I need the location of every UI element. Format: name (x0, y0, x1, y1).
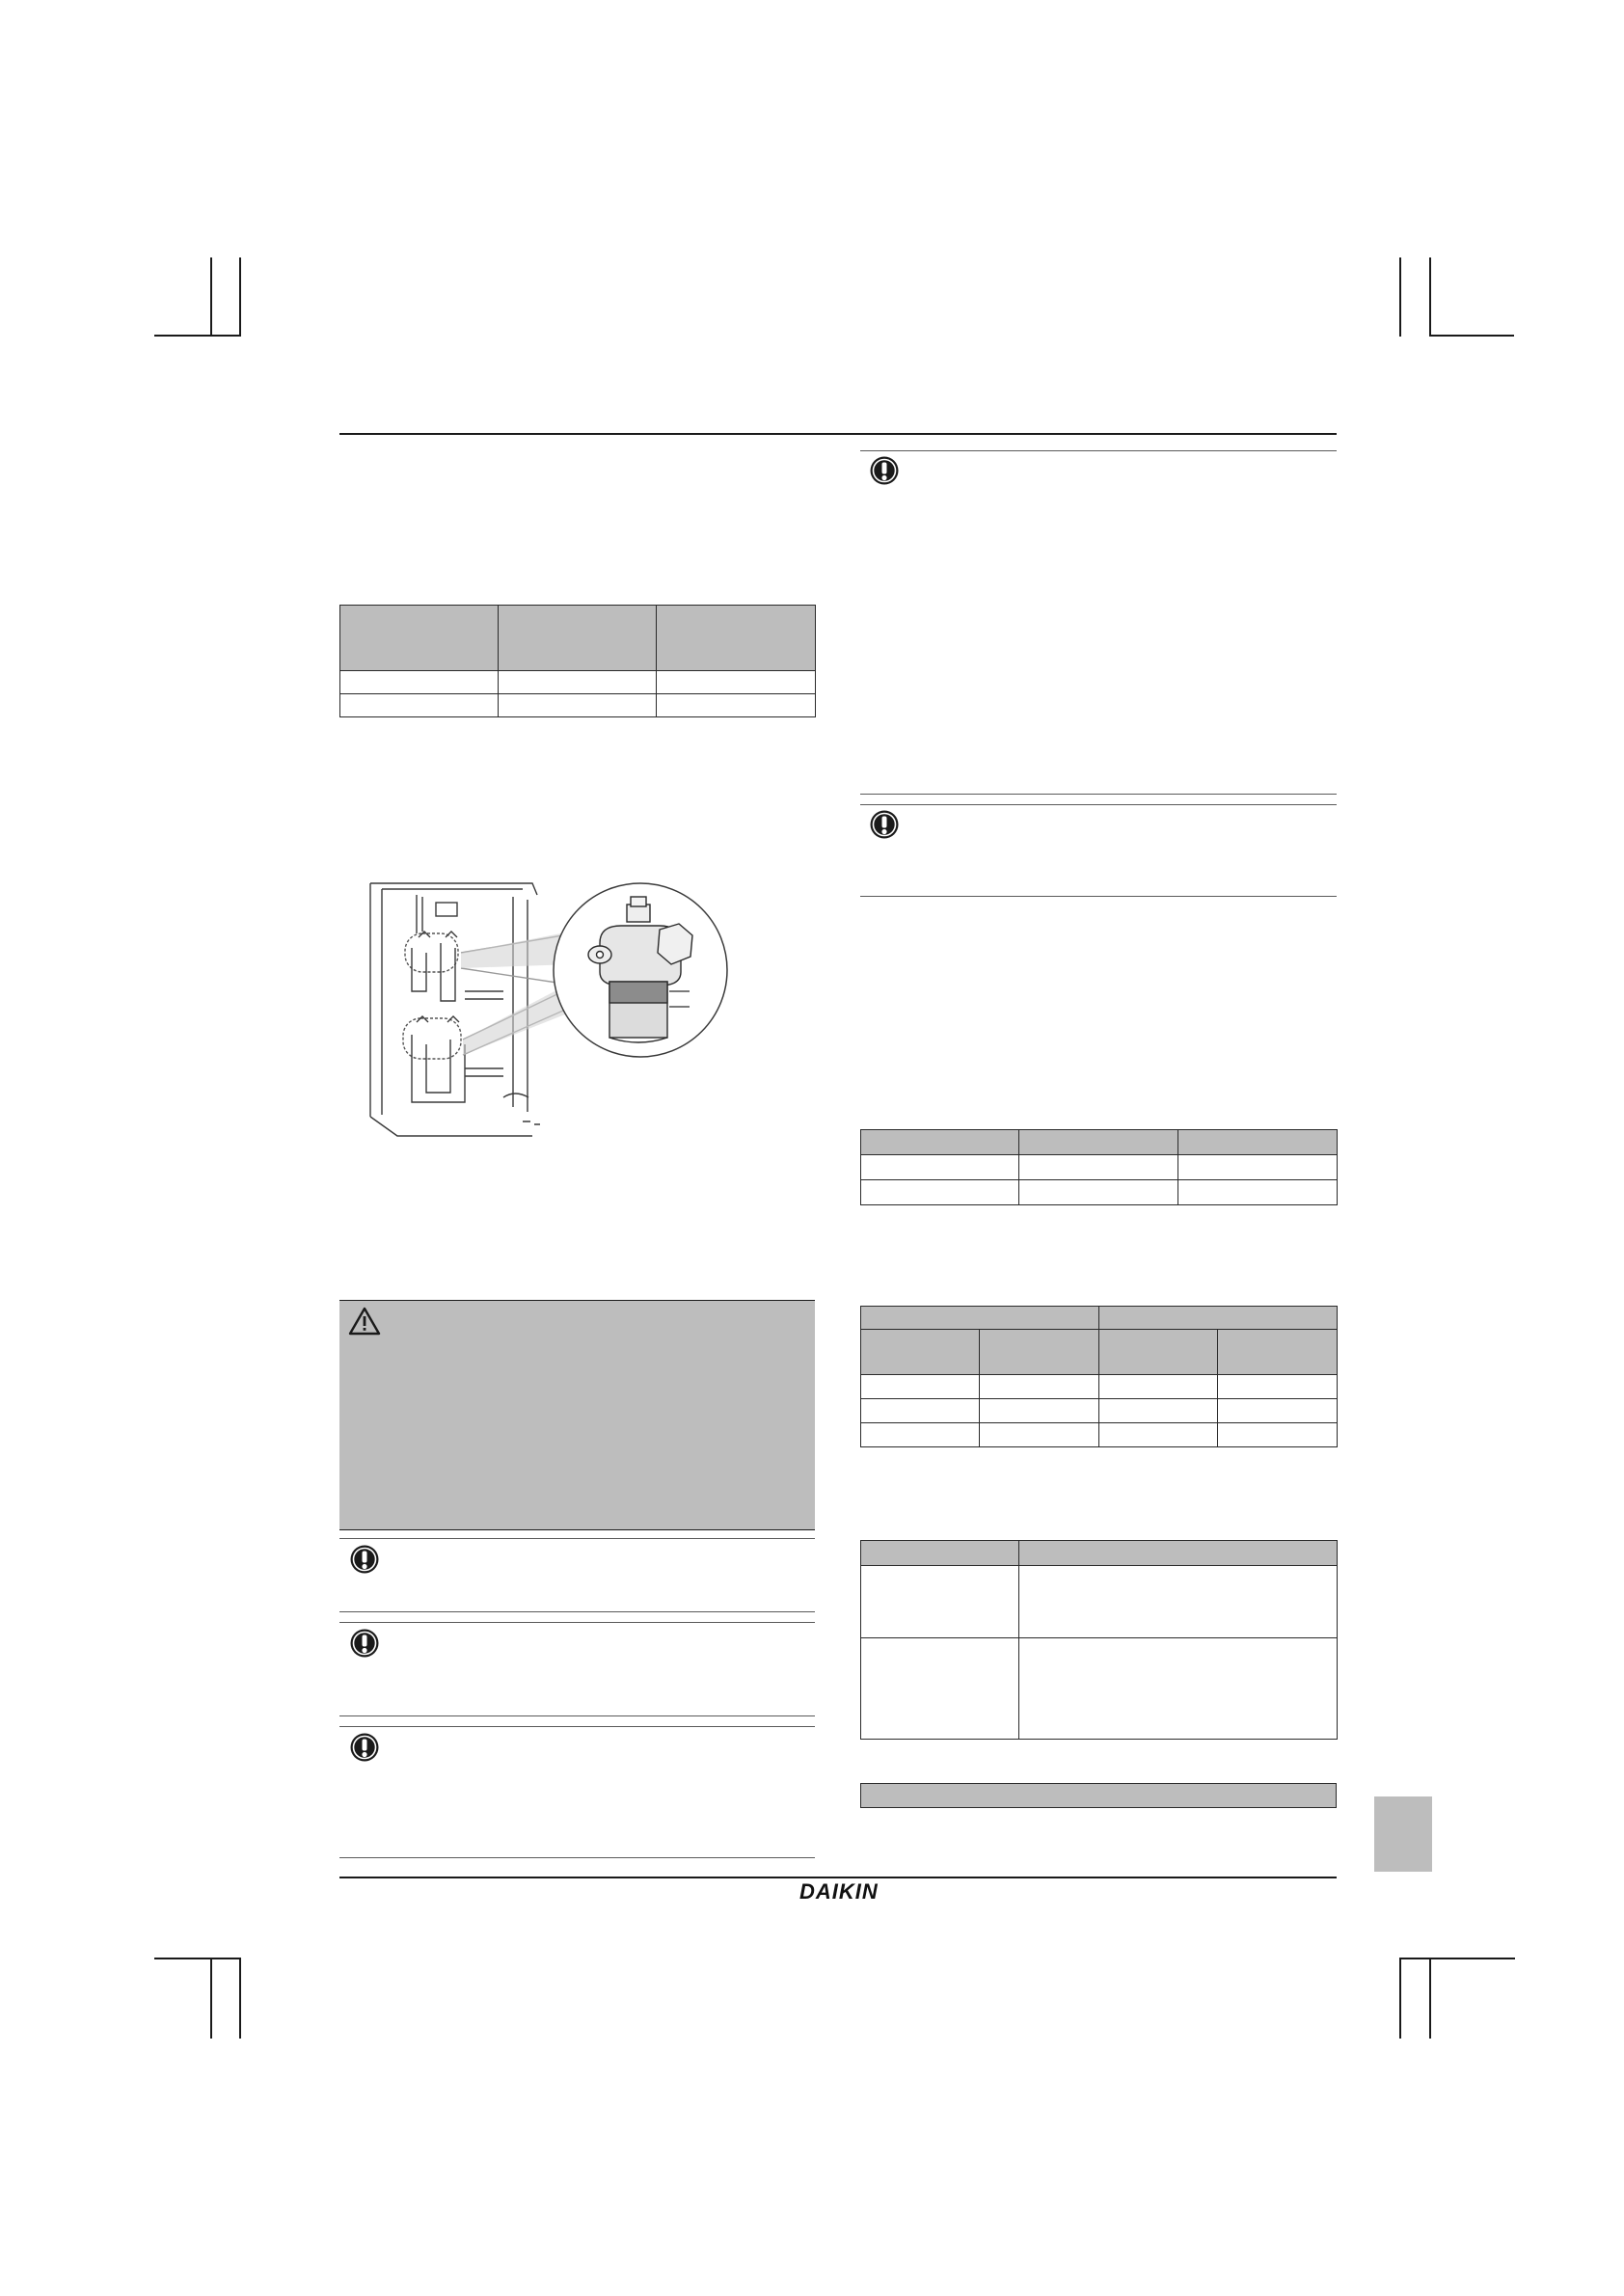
table-header-row (861, 1541, 1338, 1566)
spec-table-4 (860, 1540, 1338, 1740)
exclamation-circle-icon (349, 1732, 380, 1763)
notice-rule (860, 804, 1337, 805)
table-header-row (340, 606, 816, 671)
table-header-row (861, 1130, 1338, 1155)
exclamation-circle-icon (349, 1628, 380, 1659)
brand-name: DAIKIN (799, 1879, 879, 1904)
notice-rule (339, 1726, 815, 1727)
notice-rule (339, 1538, 815, 1539)
spec-table-2 (860, 1129, 1338, 1205)
stop-valve-illustration (359, 876, 735, 1141)
table-header-row (861, 1307, 1338, 1330)
table-row (340, 694, 816, 717)
daikin-logo (799, 1879, 879, 1904)
table-row (340, 671, 816, 694)
caution-box (339, 1300, 815, 1530)
table-row (861, 1180, 1338, 1205)
notice-rule (339, 1622, 815, 1623)
spec-table-3 (860, 1306, 1338, 1447)
chapter-side-tab (1374, 1796, 1432, 1872)
table-row (861, 1566, 1338, 1638)
shaded-heading-bar (860, 1783, 1337, 1808)
notice-rule (860, 794, 1337, 795)
notice-rule (339, 1857, 815, 1858)
notice-rule (860, 896, 1337, 897)
table-row (861, 1399, 1338, 1423)
table-header-row (861, 1330, 1338, 1375)
spec-table-1 (339, 605, 816, 717)
warning-triangle-icon (348, 1307, 381, 1336)
footer-rule (339, 1877, 1337, 1878)
notice-rule (339, 1715, 815, 1716)
exclamation-circle-icon (349, 1544, 380, 1575)
exclamation-circle-icon (869, 455, 900, 486)
notice-rule (860, 450, 1337, 451)
notice-rule (339, 1611, 815, 1612)
table-row (861, 1155, 1338, 1180)
header-rule (339, 433, 1337, 435)
exclamation-circle-icon (869, 809, 900, 840)
table-row (861, 1423, 1338, 1447)
table-row (861, 1375, 1338, 1399)
table-row (861, 1638, 1338, 1740)
